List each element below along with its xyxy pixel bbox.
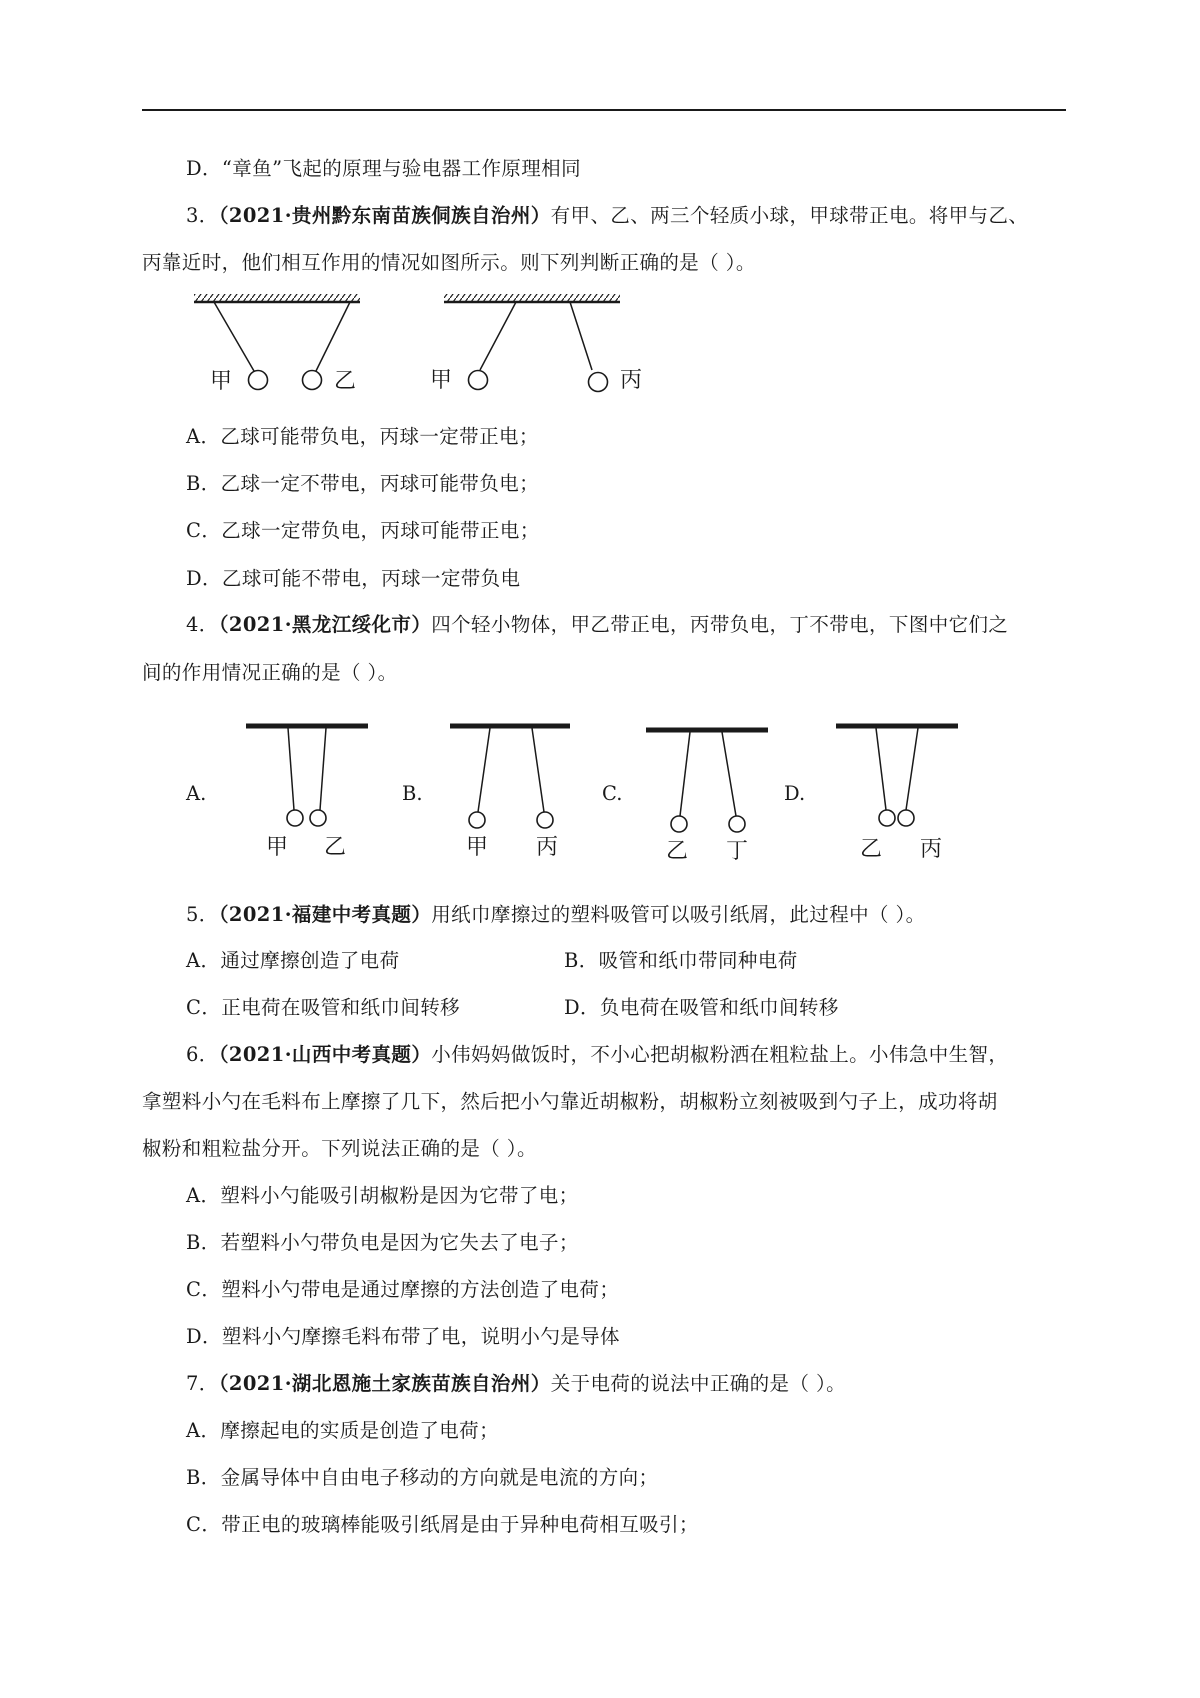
label-jia: 甲 xyxy=(210,369,233,394)
label-jia: 甲 xyxy=(266,835,289,860)
q7-option-b: B．金属导体中自由电子移动的方向就是电流的方向； xyxy=(186,1466,659,1489)
ball-yi xyxy=(303,371,322,390)
label-bing: 丙 xyxy=(920,837,943,862)
thread xyxy=(532,728,544,812)
ball-bing xyxy=(898,810,914,826)
q4-figure xyxy=(240,714,970,864)
q4-stem-line-1 xyxy=(186,612,1008,638)
q6-option-a: A．塑料小勺能吸引胡椒粉是因为它带了电； xyxy=(186,1184,579,1207)
thread xyxy=(570,302,592,370)
label-yi: 乙 xyxy=(324,835,347,860)
q2-option-d: D．“章鱼”飞起的原理与验电器工作原理相同 xyxy=(186,157,581,180)
label-yi: 乙 xyxy=(334,369,357,394)
thread xyxy=(320,728,326,810)
question-number: 6． xyxy=(186,1043,219,1066)
q3-figure xyxy=(180,290,660,405)
ball-jia xyxy=(469,812,485,828)
q7-stem xyxy=(186,1371,846,1397)
question-text: 用纸巾摩擦过的塑料吸管可以吸引纸屑，此过程中（ ）。 xyxy=(431,903,926,926)
q5-stem xyxy=(186,902,926,928)
thread xyxy=(722,732,736,816)
ball-bing xyxy=(589,373,608,392)
ball-jia xyxy=(287,810,303,826)
question-source: （2021·湖北恩施土家族苗族自治州） xyxy=(218,1372,551,1395)
label-yi: 乙 xyxy=(860,837,883,862)
q3-option-c: C．乙球一定带负电，丙球可能带正电； xyxy=(186,519,540,542)
q6-option-b: B．若塑料小勺带负电是因为它失去了电子； xyxy=(186,1231,579,1254)
q3-option-a: A．乙球可能带负电，丙球一定带正电； xyxy=(186,425,539,448)
question-source: （2021·山西中考真题） xyxy=(218,1043,432,1066)
q5-option-b: B．吸管和纸巾带同种电荷 xyxy=(564,949,798,972)
thread xyxy=(680,732,690,816)
q7-option-a: A．摩擦起电的实质是创造了电荷； xyxy=(186,1419,499,1442)
question-text: 有甲、乙、两三个轻质小球，甲球带正电。将甲与乙、 xyxy=(550,204,1029,227)
q3-option-b: B．乙球一定不带电，丙球可能带负电； xyxy=(186,472,540,495)
label-bing: 丙 xyxy=(620,368,643,393)
thread xyxy=(214,302,254,371)
ball-yi xyxy=(879,810,895,826)
thread xyxy=(316,302,350,371)
question-source: （2021·福建中考真题） xyxy=(218,903,432,926)
q6-option-d: D．塑料小勺摩擦毛料布带了电，说明小勺是导体 xyxy=(186,1325,620,1348)
label-jia: 甲 xyxy=(430,368,453,393)
question-number: 7． xyxy=(186,1372,219,1395)
ball-jia xyxy=(249,371,268,390)
q5-option-c: C．正电荷在吸管和纸巾间转移 xyxy=(186,996,461,1019)
q6-stem-line-2: 拿塑料小勺在毛料布上摩擦了几下，然后把小勺靠近胡椒粉，胡椒粉立刻被吸到勺子上，成功将胡 xyxy=(142,1090,998,1113)
q4-stem-line-2: 间的作用情况正确的是（ ）。 xyxy=(142,661,398,684)
question-number: 5． xyxy=(186,903,219,926)
q6-stem-line-1 xyxy=(186,1042,1008,1068)
ball-ding xyxy=(729,816,745,832)
thread xyxy=(480,302,516,370)
q6-option-c: C．塑料小勺带电是通过摩擦的方法创造了电荷； xyxy=(186,1278,620,1301)
q5-option-a: A．通过摩擦创造了电荷 xyxy=(186,949,400,972)
q4-option-a-letter: A. xyxy=(186,782,207,805)
label-jia: 甲 xyxy=(466,835,489,860)
header-rule xyxy=(142,109,1066,111)
q7-option-c: C．带正电的玻璃棒能吸引纸屑是由于异种电荷相互吸引； xyxy=(186,1513,699,1536)
ball-yi xyxy=(310,810,326,826)
q6-stem-line-3: 椒粉和粗粒盐分开。下列说法正确的是（ ）。 xyxy=(142,1137,537,1160)
thread xyxy=(478,728,490,812)
ball-jia xyxy=(469,371,488,390)
thread xyxy=(288,728,294,810)
thread xyxy=(906,728,918,810)
question-text: 关于电荷的说法中正确的是（ ）。 xyxy=(550,1372,846,1395)
question-text: 四个轻小物体，甲乙带正电，丙带负电，丁不带电，下图中它们之 xyxy=(431,613,1009,636)
q3-option-d: D．乙球可能不带电，丙球一定带负电 xyxy=(186,567,521,590)
q3-stem-line-1 xyxy=(186,203,1028,229)
ball-yi xyxy=(671,816,687,832)
q3-stem-line-2: 丙靠近时，他们相互作用的情况如图所示。则下列判断正确的是（ ）。 xyxy=(142,251,756,274)
q4-option-d-letter: D. xyxy=(784,782,806,805)
question-number: 4． xyxy=(186,613,219,636)
q4-option-b-letter: B. xyxy=(402,782,423,805)
q5-option-d: D．负电荷在吸管和纸巾间转移 xyxy=(564,996,839,1019)
ball-bing xyxy=(537,812,553,828)
q4-option-c-letter: C. xyxy=(602,782,623,805)
question-text: 小伟妈妈做饭时，不小心把胡椒粉洒在粗粒盐上。小伟急中生智， xyxy=(431,1043,1009,1066)
label-yi: 乙 xyxy=(666,839,689,864)
label-bing: 丙 xyxy=(536,835,559,860)
question-source: （2021·黑龙江绥化市） xyxy=(218,613,432,636)
question-source: （2021·贵州黔东南苗族侗族自治州） xyxy=(218,204,551,227)
question-number: 3． xyxy=(186,204,219,227)
label-ding: 丁 xyxy=(726,839,749,864)
thread xyxy=(876,728,886,810)
